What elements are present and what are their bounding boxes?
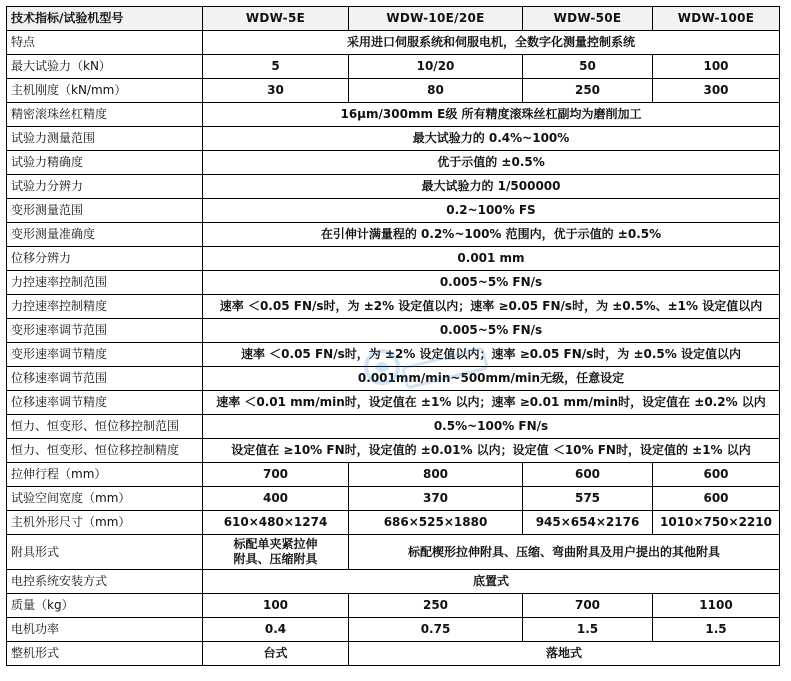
cell-value: 800: [349, 463, 523, 487]
cell-value: 1.5: [523, 618, 653, 642]
table-row: [7, 487, 780, 511]
table-row: [7, 570, 780, 594]
row-label: 试验力精确度: [7, 151, 203, 175]
spec-table: [6, 6, 780, 666]
row-span-value: 底置式: [203, 570, 780, 594]
row-span-value: 速率 ＜0.01 mm/min时，设定值在 ±1% 以内；速率 ≥0.01 mm/min时，设定值在 ±0.2% 以内: [203, 391, 780, 415]
table-row: [7, 618, 780, 642]
model-wdw-5e: WDW-5E: [203, 7, 349, 31]
table-row: [7, 367, 780, 391]
cell-value: 400: [203, 487, 349, 511]
table-row: [7, 439, 780, 463]
row-label: 整机形式: [7, 642, 203, 666]
table-row: [7, 127, 780, 151]
table-row: [7, 271, 780, 295]
row-label: 恒力、恒变形、恒位移控制精度: [7, 439, 203, 463]
table-row: [7, 79, 780, 103]
cell-value: 1100: [653, 594, 780, 618]
row-span-value: 0.5%~100% FN/s: [203, 415, 780, 439]
row-label: 特点: [7, 31, 203, 55]
row-label: 最大试验力（kN）: [7, 55, 203, 79]
model-wdw-100e: WDW-100E: [653, 7, 780, 31]
row-span-value: 最大试验力的 0.4%~100%: [203, 127, 780, 151]
cell-value: 600: [653, 487, 780, 511]
cell-value: 700: [203, 463, 349, 487]
model-wdw-10e-20e: WDW-10E/20E: [349, 7, 523, 31]
header-row: [7, 7, 780, 31]
header-label: 技术指标/试验机型号: [7, 7, 203, 31]
row-label: 力控速率控制精度: [7, 295, 203, 319]
cell-value: 100: [653, 55, 780, 79]
table-row: [7, 343, 780, 367]
table-row: [7, 223, 780, 247]
table-row: [7, 511, 780, 535]
cell-value: 0.75: [349, 618, 523, 642]
table-row: [7, 594, 780, 618]
cell-value-multiline: [203, 535, 349, 570]
row-span-value: 设定值在 ≥10% FN时，设定值的 ±0.01% 以内；设定值 ＜10% FN时，设定值的 ±1% 以内: [203, 439, 780, 463]
table-row: [7, 535, 780, 570]
row-span-value: 在引伸计满量程的 0.2%~100% 范围内，优于示值的 ±0.5%: [203, 223, 780, 247]
model-wdw-50e: WDW-50E: [523, 7, 653, 31]
table-row: [7, 31, 780, 55]
cell-value: 100: [203, 594, 349, 618]
table-row: [7, 103, 780, 127]
row-label: 拉伸行程（mm）: [7, 463, 203, 487]
cell-value: 1010×750×2210: [653, 511, 780, 535]
row-label: 位移速率调节范围: [7, 367, 203, 391]
spec-table-container: [6, 6, 779, 666]
row-span-value: 采用进口伺服系统和伺服电机，全数字化测量控制系统: [203, 31, 780, 55]
table-row: [7, 151, 780, 175]
cell-value: 370: [349, 487, 523, 511]
row-span-value: 0.2~100% FS: [203, 199, 780, 223]
row-label: 精密滚珠丝杠精度: [7, 103, 203, 127]
cell-value: 1.5: [653, 618, 780, 642]
cell-line: 附具、压缩附具: [233, 552, 318, 566]
row-label: 试验空间宽度（mm）: [7, 487, 203, 511]
cell-value: 50: [523, 55, 653, 79]
table-row: [7, 415, 780, 439]
cell-value: 600: [653, 463, 780, 487]
cell-value: 0.4: [203, 618, 349, 642]
table-row: [7, 55, 780, 79]
cell-value: 10/20: [349, 55, 523, 79]
cell-value: 686×525×1880: [349, 511, 523, 535]
row-label: 变形速率调节精度: [7, 343, 203, 367]
row-label: 位移分辨力: [7, 247, 203, 271]
table-row: [7, 247, 780, 271]
row-label: 质量（kg）: [7, 594, 203, 618]
cell-value: 575: [523, 487, 653, 511]
cell-value: 945×654×2176: [523, 511, 653, 535]
row-label: 附具形式: [7, 535, 203, 570]
cell-value: 250: [523, 79, 653, 103]
row-label: 电控系统安装方式: [7, 570, 203, 594]
row-span-value: 速率 ＜0.05 FN/s时，为 ±2% 设定值以内；速率 ≥0.05 FN/s时，为 ±0.5%、±1% 设定值以内: [203, 295, 780, 319]
row-span-value: 16μm/300mm E级 所有精度滚珠丝杠副均为磨削加工: [203, 103, 780, 127]
cell-value: 610×480×1274: [203, 511, 349, 535]
cell-value: 250: [349, 594, 523, 618]
cell-value: 600: [523, 463, 653, 487]
row-label: 变形测量准确度: [7, 223, 203, 247]
cell-value: 80: [349, 79, 523, 103]
row-label: 恒力、恒变形、恒位移控制范围: [7, 415, 203, 439]
table-row: [7, 319, 780, 343]
row-label: 电机功率: [7, 618, 203, 642]
row-label: 变形测量范围: [7, 199, 203, 223]
row-label: 力控速率控制范围: [7, 271, 203, 295]
row-span-value: 优于示值的 ±0.5%: [203, 151, 780, 175]
cell-value: 700: [523, 594, 653, 618]
table-row: [7, 175, 780, 199]
cell-value: 台式: [203, 642, 349, 666]
cell-value: 300: [653, 79, 780, 103]
table-row: [7, 642, 780, 666]
row-label: 位移速率调节精度: [7, 391, 203, 415]
row-span-value: 0.001mm/min~500mm/min无级，任意设定: [203, 367, 780, 391]
row-span-value: 落地式: [349, 642, 780, 666]
row-span-value: 0.001 mm: [203, 247, 780, 271]
table-row: [7, 295, 780, 319]
row-span-value: 最大试验力的 1/500000: [203, 175, 780, 199]
row-label: 试验力分辨力: [7, 175, 203, 199]
row-label: 主机刚度（kN/mm）: [7, 79, 203, 103]
row-span-value: 0.005~5% FN/s: [203, 319, 780, 343]
cell-value: 5: [203, 55, 349, 79]
row-label: 试验力测量范围: [7, 127, 203, 151]
row-span-value: 标配楔形拉伸附具、压缩、弯曲附具及用户提出的其他附具: [349, 535, 780, 570]
cell-line: 标配单夹紧拉伸: [233, 537, 318, 551]
row-span-value: 速率 ＜0.05 FN/s时，为 ±2% 设定值以内；速率 ≥0.05 FN/s时，为 ±0.5% 设定值以内: [203, 343, 780, 367]
table-row: [7, 199, 780, 223]
row-span-value: 0.005~5% FN/s: [203, 271, 780, 295]
row-label: 主机外形尺寸（mm）: [7, 511, 203, 535]
cell-value: 30: [203, 79, 349, 103]
table-row: [7, 391, 780, 415]
row-label: 变形速率调节范围: [7, 319, 203, 343]
table-row: [7, 463, 780, 487]
